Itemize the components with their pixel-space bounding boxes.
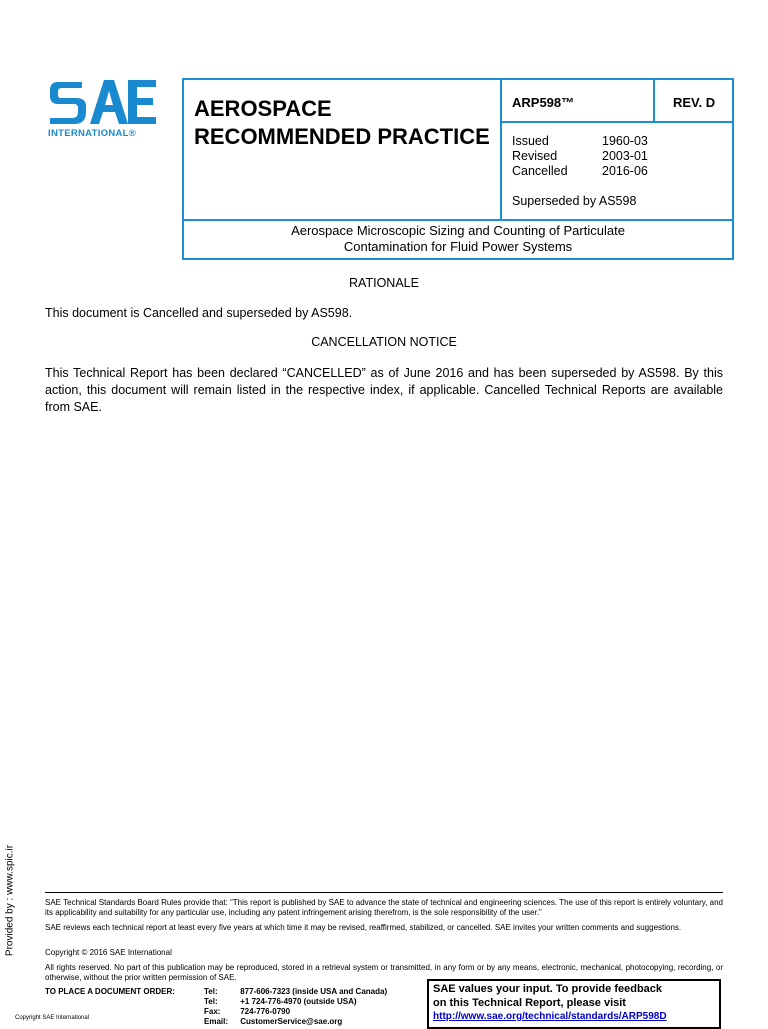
feedback-line-2: on this Technical Report, please visit [433,997,626,1009]
date-row-cancelled [512,164,662,178]
copyright-text: Copyright © 2016 SAE International [45,948,172,957]
document-header-table [182,78,734,260]
copyright-small-text: Copyright SAE International [15,1015,90,1021]
feedback-link[interactable]: http://www.sae.org/technical/standards/ARP598D [433,1011,667,1022]
revision-cell [655,80,732,123]
dates-cell [502,123,732,219]
document-title [184,219,732,258]
superseded-by: Superseded by AS598 [512,194,637,208]
order-tel-international [204,997,357,1006]
sae-logo [38,76,156,152]
order-value: +1 724-776-4970 (outside USA) [240,997,357,1006]
order-tel-domestic [204,987,387,996]
date-value: 1960-03 [602,134,648,148]
revision: REV. D [673,95,716,110]
provided-by-side-text: Provided by : www.spic.ir [4,844,16,957]
doc-type-line-1: AEROSPACE [194,96,332,121]
date-value: 2003-01 [602,149,648,163]
order-email-value[interactable]: CustomerService@sae.org [240,1017,343,1026]
doc-number: ARP598™ [512,95,575,110]
feedback-box [427,979,721,1029]
rationale-heading: RATIONALE [349,276,419,290]
order-value: 877-606-7323 (inside USA and Canada) [240,987,388,996]
doc-type-cell [184,80,502,219]
sae-logo-letters [48,76,156,126]
cancellation-notice-text: This Technical Report has been declared “CANCELLED” as of June 2016 and has been superseded by AS598. By this action, this document will remain listed in the respective index, if applicable. Cancelled Technical Reports are available from SAE. [45,366,723,414]
order-label: TO PLACE A DOCUMENT ORDER: [45,987,175,996]
title-line-1: Aerospace Microscopic Sizing and Counting of Particulate [291,223,625,238]
date-label: Issued [512,134,549,148]
date-row-revised [512,149,662,163]
date-value: 2016-06 [602,164,648,178]
doc-type-line-2: RECOMMENDED PRACTICE [194,124,490,149]
order-key: Tel: [204,987,218,996]
order-key: Fax: [204,1007,221,1016]
board-rules-text: SAE Technical Standards Board Rules provide that: “This report is published by SAE to advance the state of technical and engineering sciences. The use of this report is entirely voluntary, and its applicability and suitability for any particular use, including any patent infringement arising therefrom, is the sole responsibility of the user.” [45,898,723,917]
rationale-text: This document is Cancelled and superseded by AS598. [45,306,353,320]
date-label: Revised [512,149,558,163]
review-text: SAE reviews each technical report at least every five years at which time it may be revised, reaffirmed, stabilized, or cancelled. SAE invites your written comments and suggestions. [45,923,682,932]
order-value: 724-776-0790 [240,1007,291,1016]
order-fax [204,1007,290,1016]
feedback-line-1: SAE values your input. To provide feedback [433,983,663,995]
logo-subtitle: INTERNATIONAL® [48,128,137,139]
order-key: Email: [204,1017,229,1026]
footer-divider [45,892,723,893]
doc-number-cell [502,80,655,123]
rights-text: All rights reserved. No part of this publication may be reproduced, stored in a retrieval system or transmitted, in any form or by any means, electronic, mechanical, photocopying, recording, or otherwise, without the prior written permission of SAE. [45,963,723,982]
date-label: Cancelled [512,164,568,178]
cancellation-notice-heading: CANCELLATION NOTICE [311,335,457,349]
date-row-issued [512,134,662,148]
title-line-2: Contamination for Fluid Power Systems [343,239,573,254]
order-email [204,1017,342,1026]
order-key: Tel: [204,997,218,1006]
